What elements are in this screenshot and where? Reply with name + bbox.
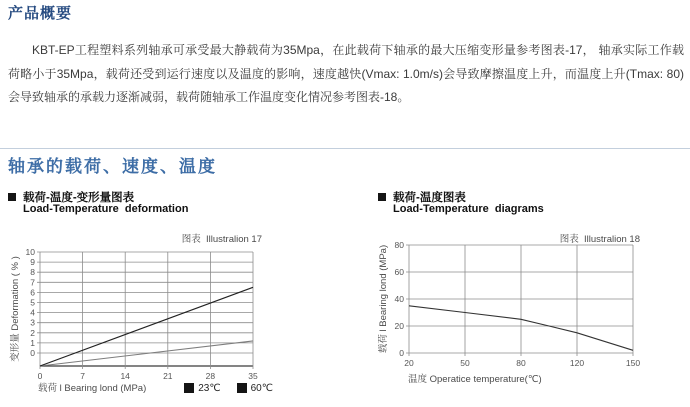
svg-text:6: 6 — [30, 287, 35, 298]
svg-text:80: 80 — [516, 358, 526, 368]
chart17-legend — [184, 383, 273, 394]
svg-text:2: 2 — [30, 327, 35, 338]
svg-text:28: 28 — [205, 371, 216, 381]
chart17-canvas — [8, 246, 363, 386]
svg-text:变形量 Deformation ( % ): 变形量 Deformation ( % ) — [10, 256, 21, 362]
svg-text:0: 0 — [399, 348, 404, 358]
chart17-title-en: Load-Temperature deformation — [23, 203, 189, 215]
svg-text:10: 10 — [25, 247, 35, 257]
svg-text:150: 150 — [625, 358, 641, 368]
page-title: 产品概要 — [8, 5, 73, 22]
legend-item-60c — [237, 383, 273, 394]
svg-text:20: 20 — [394, 321, 404, 331]
svg-text:50: 50 — [460, 358, 470, 368]
svg-text:80: 80 — [394, 240, 404, 250]
svg-text:20: 20 — [404, 358, 414, 368]
section-title: 轴承的载荷、速度、温度 — [8, 157, 217, 176]
svg-text:3: 3 — [30, 317, 35, 328]
svg-text:9: 9 — [30, 257, 35, 268]
chart18-title-zh: 载荷-温度图表 — [393, 192, 466, 204]
section-divider — [0, 148, 690, 149]
svg-text:60: 60 — [394, 267, 404, 277]
svg-text:0: 0 — [37, 371, 43, 381]
svg-text:5: 5 — [30, 297, 35, 308]
intro-paragraph: KBT-EP工程塑料系列轴承可承受最大静载荷为35Mpa，在此载荷下轴承的最大压缩变形量参考图表-17， 轴承实际工作载荷略小于35Mpa，载荷还受到运行速度以及温度的影响，速度越快(Vmax: 1.0m/s)会导致摩擦温度上升，而温度上升(Tmax: 80)会导致轴承的承载力逐渐减弱，载荷随轴承工作温度变化情况参考图表-18。 — [8, 43, 684, 104]
chart18-title-en: Load-Temperature diagrams — [393, 203, 544, 215]
square-bullet-icon — [8, 193, 16, 201]
chart17-footer — [38, 380, 273, 394]
svg-text:40: 40 — [394, 294, 404, 304]
square-bullet-icon — [378, 193, 386, 201]
svg-text:14: 14 — [120, 371, 130, 381]
legend-swatch-icon — [237, 383, 247, 393]
chart18-canvas — [378, 240, 678, 372]
svg-text:120: 120 — [569, 358, 585, 368]
chart18-block — [378, 188, 682, 403]
legend-label-23c: 23℃ — [198, 382, 221, 394]
chart17-block — [8, 188, 372, 403]
legend-label-60c: 60℃ — [250, 382, 273, 394]
svg-text:7: 7 — [80, 371, 85, 381]
svg-text:4: 4 — [30, 307, 35, 318]
legend-item-23c — [184, 383, 220, 394]
chart18-footer — [408, 371, 542, 385]
svg-text:21: 21 — [163, 371, 173, 381]
svg-text:1: 1 — [30, 337, 35, 348]
chart18-caption: 图表 Illustralion 18 — [559, 234, 640, 245]
svg-text:8: 8 — [30, 267, 35, 278]
chart18-header — [378, 188, 544, 215]
svg-text:35: 35 — [248, 371, 258, 381]
svg-text:载荷 l Bearing lond (MPa): 载荷 l Bearing lond (MPa) — [378, 244, 389, 354]
chart18-xaxis-label: 温度 Operatice temperature(℃) — [408, 374, 542, 385]
chart17-caption: 图表 Illustralion 17 — [181, 234, 262, 245]
chart17-header — [8, 188, 189, 215]
chart17-title-zh: 载荷-温度-变形量图表 — [23, 192, 135, 204]
svg-text:7: 7 — [30, 277, 35, 288]
svg-text:0: 0 — [30, 348, 35, 358]
legend-swatch-icon — [184, 383, 194, 393]
chart17-xaxis-label: 载荷 l Bearing lond (MPa) — [38, 383, 147, 394]
